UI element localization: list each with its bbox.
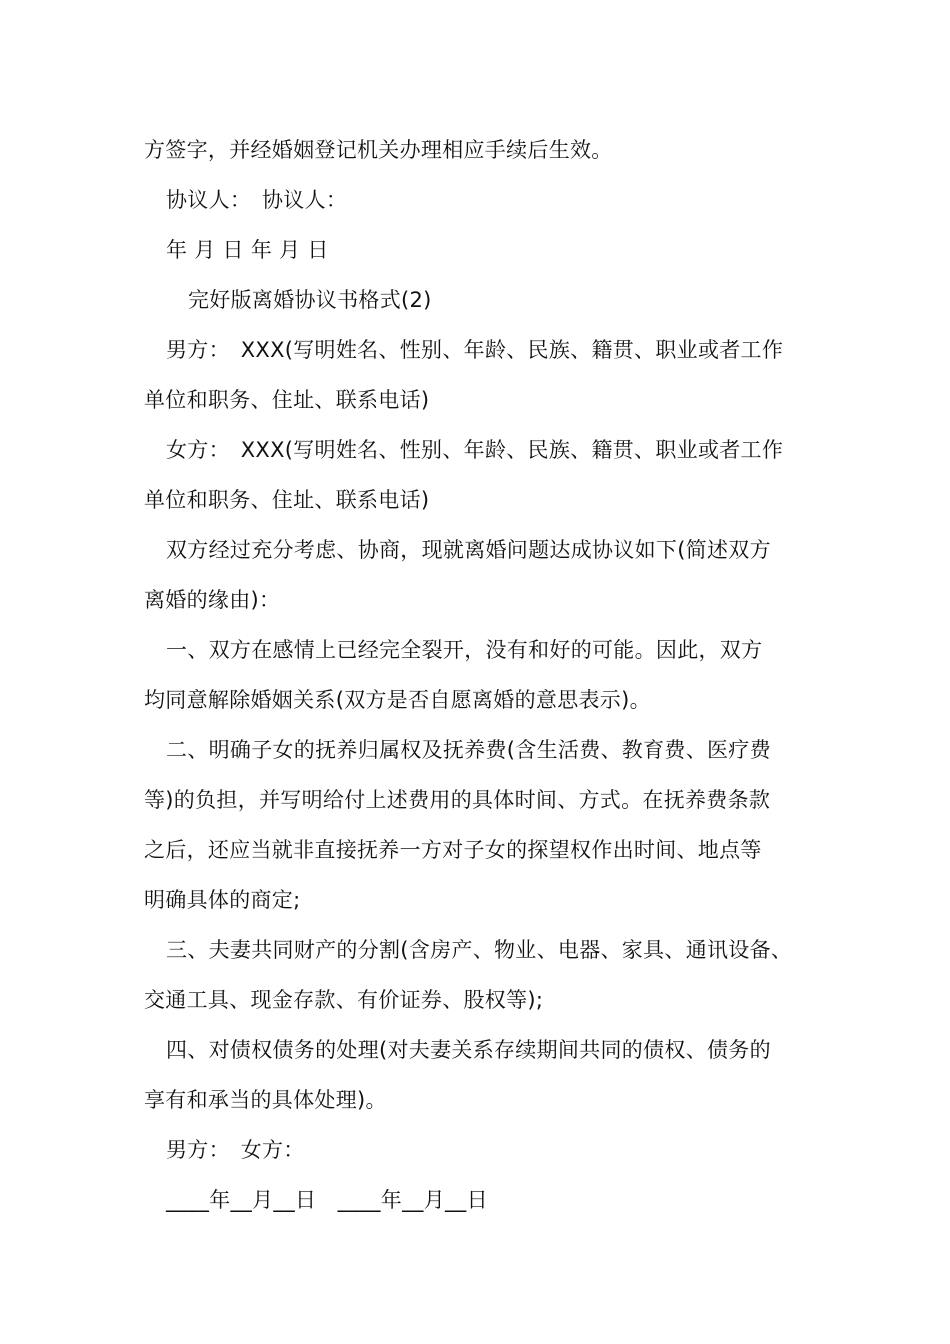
intro-paragraph-line: 双方经过充分考虑、协商，现就离婚问题达成协议如下(简述双方 xyxy=(166,538,771,562)
paragraph-line: 之后，还应当就非直接抚养一方对子女的探望权作出时间、地点等 xyxy=(144,838,762,862)
paragraph-line: 享有和承当的具体处理)。 xyxy=(144,1088,387,1112)
paragraph-line: 方签字，并经婚姻登记机关办理相应手续后生效。 xyxy=(144,138,613,162)
clause-four-line: 四、对债权债务的处理(对夫妻关系存续期间共同的债权、债务的 xyxy=(166,1038,771,1062)
paragraph-line: 单位和职务、住址、联系电话) xyxy=(144,388,430,412)
female-party-line: 女方： XXX(写明姓名、性别、年龄、民族、籍贯、职业或者工作 xyxy=(166,438,784,462)
date-line: 年 月 日 年 月 日 xyxy=(166,238,329,262)
paragraph-line: 明确具体的商定; xyxy=(144,888,301,912)
paragraph-line: 均同意解除婚姻关系(双方是否自愿离婚的意思表示)。 xyxy=(144,688,651,712)
male-party-line: 男方： XXX(写明姓名、性别、年龄、民族、籍贯、职业或者工作 xyxy=(166,338,784,362)
paragraph-line: 等)的负担，并写明给付上述费用的具体时间、方式。在抚养费条款 xyxy=(144,788,771,812)
paragraph-line: 单位和职务、住址、联系电话) xyxy=(144,488,430,512)
signatories-label: 协议人： 协议人： xyxy=(166,188,348,212)
clause-one-line: 一、双方在感情上已经完全裂开，没有和好的可能。因此，双方 xyxy=(166,638,763,662)
paragraph-line: 交通工具、现金存款、有价证券、股权等); xyxy=(144,988,544,1012)
section-title: 完好版离婚协议书格式(2) xyxy=(188,288,432,312)
paragraph-line: 离婚的缘由)： xyxy=(144,588,281,612)
signature-date-line: ____年__月__日 ____年__月__日 xyxy=(166,1188,488,1212)
signature-labels: 男方： 女方： xyxy=(166,1138,305,1162)
clause-three-line: 三、夫妻共同财产的分割(含房产、物业、电器、家具、通讯设备、 xyxy=(166,938,793,962)
clause-two-line: 二、明确子女的抚养归属权及抚养费(含生活费、教育费、医疗费 xyxy=(166,738,771,762)
